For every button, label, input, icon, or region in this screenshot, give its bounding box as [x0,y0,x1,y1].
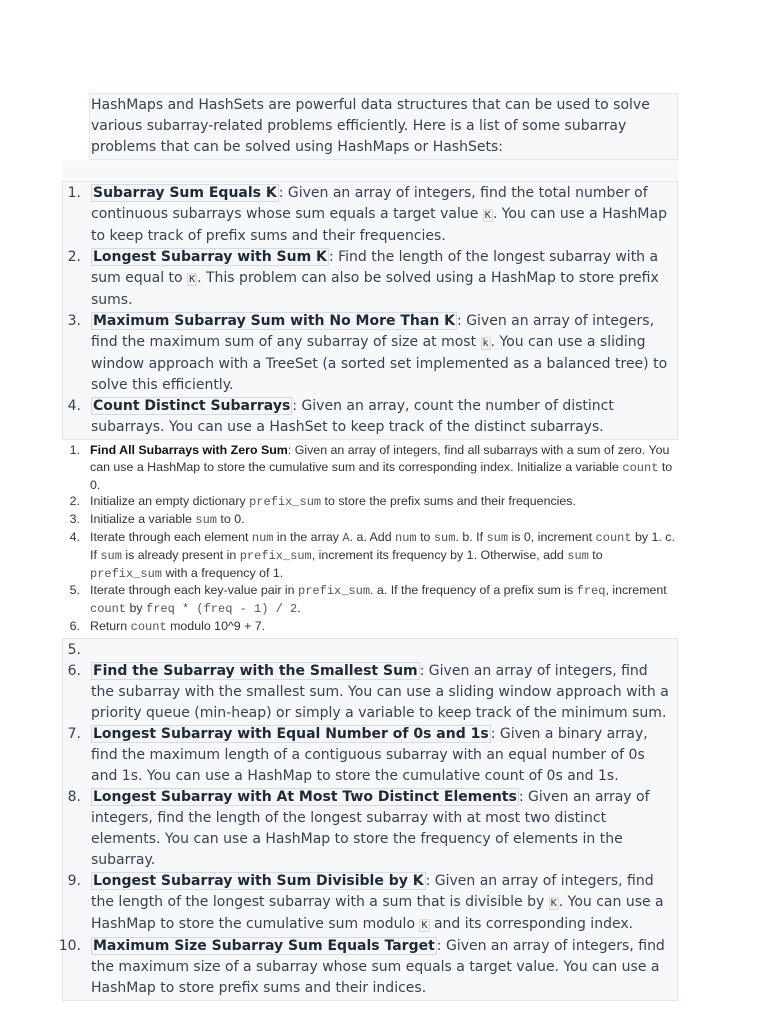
algorithm-steps-list [62,440,678,638]
list-item [63,247,677,311]
inline-code: sum [433,530,456,545]
list-item [63,640,677,660]
problem-text: : Given an array of integers, find the maximum sum of any subarray of size at most [91,313,655,350]
problem-title: Longest Subarray with Sum Divisible by K [93,872,424,889]
list-number: 1. [69,443,80,457]
step-text: Initialize an empty dictionary [90,494,250,509]
list-number: 6. [67,662,81,679]
step-text: in the array [273,529,343,544]
inline-code: K [421,919,428,931]
empty-list [63,639,677,660]
list-item [63,183,677,247]
inline-code: sum [567,548,589,563]
list-item [63,871,677,936]
inline-code: prefix_sum [90,566,163,581]
problem-title: Find the Subarray with the Smallest Sum [93,662,418,679]
problem-text: : Given an array of integers, find the subarray with the smallest sum. You can use a sliding window approach with a priority queue (min-heap) or simply a variable to keep track of the minimum sum. [91,662,669,721]
list-item [63,787,677,871]
intro-paragraph: HashMaps and HashSets are powerful data structures that can be used to solve various subarray-related problems efficiently. Here is a list of some subarray problems that can be solved using HashMaps or HashSets: [89,93,678,160]
document [58,93,678,1001]
step-text: to store the prefix sums and their frequencies. [321,494,576,509]
problem-text: . You can use a sliding window approach with a TreeSet (a sorted set implemented as a balanced tree) to solve this efficiently. [91,334,668,393]
inline-code: freq * (freq - 1) / 2 [146,602,298,617]
list-number: 3. [69,512,80,527]
step-text: is already present in [121,547,240,562]
list-item [62,529,678,582]
step-text: . a. Add [349,529,396,544]
list-item [62,582,678,618]
inline-code: freq [576,584,606,599]
problem-text: : Given an array of integers, find the total number of continuous subarrays whose sum equals a target value [91,185,648,222]
step-text: with a frequency of 1. [162,565,284,580]
problem-title: Find All Subarrays with Zero Sum [90,443,288,457]
inline-code: prefix_sum [249,495,322,510]
list-number: 4. [67,398,81,414]
list-number: 5. [67,641,81,658]
list-number: 4. [69,529,80,544]
problem-list-c [58,660,677,1000]
inline-code: sum [195,513,217,528]
problem-title: Subarray Sum Equals K [93,185,277,201]
inline-code: count [90,602,127,617]
problem-text: : Given a binary array, find the maximum length of a contiguous subarray with an equal number of 0s and 1s. You can use a HashMap to store the cumulative count of 0s and 1s. [91,725,648,784]
list-item [62,493,678,511]
list-item [62,511,678,529]
list-number: 2. [69,494,80,509]
step-text: by 1. c. If [90,529,675,562]
inline-code: K [189,274,196,285]
step-text: Iterate through each key-value pair in [90,583,299,598]
inline-code: count [595,530,632,545]
step-text: , increment its frequency by 1. Otherwise, add [311,547,568,562]
list-number: 8. [67,788,81,805]
problem-title: Maximum Subarray Sum with No More Than K [93,313,456,329]
step-text: is 0, increment [508,529,596,544]
step-text: to [416,529,434,544]
step-text: . [297,601,301,616]
list-number: 6. [69,618,80,633]
step-text: Return [90,618,131,633]
step-text: to 0. [90,459,673,492]
list-item [62,442,678,493]
problem-text: . You can use a HashMap to keep track of prefix sums and their frequencies. [91,206,667,244]
step-text: : Given an array of integers, find all subarrays with a sum of zero. You can use a HashMap to store the cumulative sum and its corresponding index. Initialize a variable [90,443,670,474]
inline-code: sum [486,530,509,545]
inline-code: count [130,619,167,634]
list-item [63,724,677,787]
step-text: modulo 10^9 + 7. [166,618,266,633]
list-number: 2. [67,249,81,265]
step-text: . b. If [455,529,487,544]
problem-title: Longest Subarray with At Most Two Distinct Elements [93,788,517,805]
problem-text: : Given an array, count the number of distinct subarrays. You can use a HashSet to keep track of the distinct subarrays. [91,398,614,435]
list-item [63,311,677,396]
inline-code: K [484,210,491,221]
step-text: Iterate through each element [90,529,252,544]
list-number: 7. [67,725,81,742]
problem-text: : Find the length of the longest subarray with a sum equal to [91,249,659,286]
problem-text: : Given an array of integers, find the maximum size of a subarray whose sum equals a target value. You can use a HashMap to store prefix sums and their indices. [91,937,665,996]
inline-code: num [395,530,417,545]
problem-text: . You can use a HashMap to store the cumulative sum modulo [91,893,664,932]
problem-list-a [62,181,678,440]
step-text: Initialize a variable [90,512,196,527]
list-item [63,396,677,438]
step-text: by [126,601,146,616]
problem-title: Count Distinct Subarrays [93,398,291,414]
problem-title: Longest Subarray with Equal Number of 0s and 1s [93,725,489,742]
inline-code: sum [100,548,122,563]
problem-text: . This problem can also be solved using a HashMap to store prefix sums. [91,270,659,308]
step-text: , increment [605,583,667,598]
step-text: . a. If the frequency of a prefix sum is [370,583,577,598]
list-number: 9. [67,872,81,889]
problem-text: : Given an array of integers, find the length of the longest subarray with at most two distinct elements. You can use a HashMap to store the frequency of elements in the subarray. [91,788,650,868]
inline-code: prefix_sum [298,584,371,599]
problem-title: Longest Subarray with Sum K [93,249,327,265]
problem-text: : Given an array of integers, find the length of the longest subarray with a sum that is divisible by [91,872,654,910]
inline-code: count [622,460,659,475]
list-number: 1. [67,185,81,201]
list-number: 3. [67,313,81,329]
inline-code: prefix_sum [239,548,312,563]
spacer [62,161,678,181]
problem-list-c-block [58,638,678,1001]
list-item [58,936,677,999]
problem-title: Maximum Size Subarray Sum Equals Target [93,937,435,954]
inline-code: K [550,897,557,909]
problem-text: and its corresponding index. [429,915,634,932]
inline-code: A [342,530,350,545]
list-number: 5. [69,583,80,598]
step-text: to [588,547,603,562]
step-text: to 0. [216,512,245,527]
list-item [62,618,678,636]
inline-code: k [482,338,489,349]
inline-code: num [251,530,274,545]
list-number: 10. [58,937,81,954]
list-item [63,661,677,724]
